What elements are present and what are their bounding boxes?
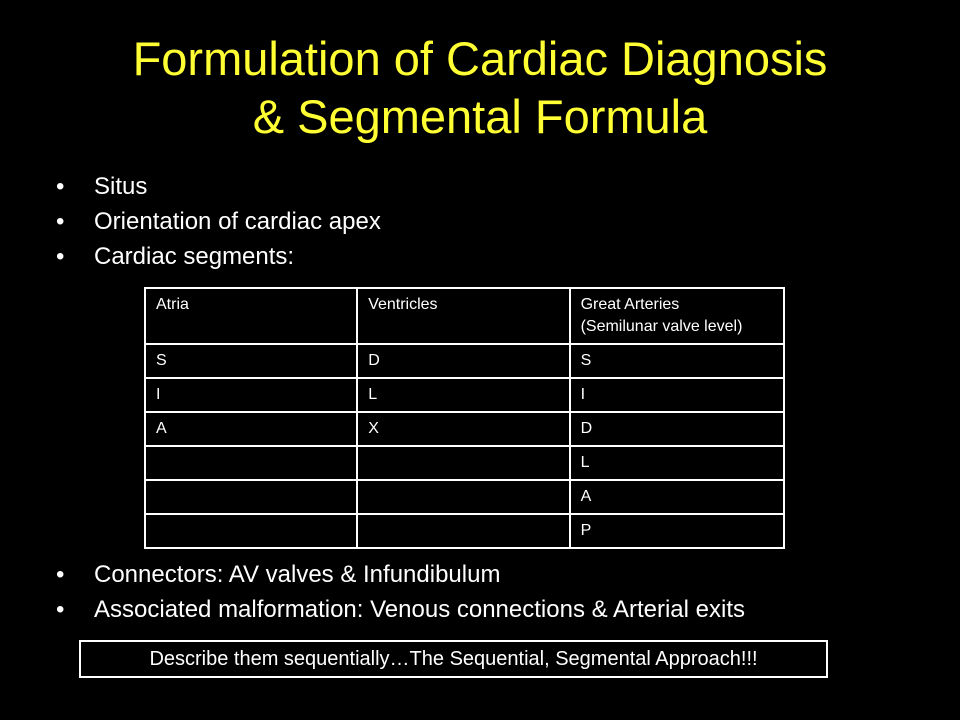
header-great-arteries [570, 288, 784, 344]
segments-table [144, 287, 785, 549]
cell-ventricles: D [357, 344, 569, 378]
bullet-icon: • [56, 173, 65, 200]
header-atria: Atria [145, 288, 357, 344]
header-ventricles: Ventricles [357, 288, 569, 344]
bullet-icon: • [56, 208, 65, 235]
cell-atria: I [145, 378, 357, 412]
top-bullet-list [56, 169, 381, 274]
table-row [145, 378, 784, 412]
cell-ventricles [357, 480, 569, 514]
bullet-icon: • [56, 243, 65, 270]
cell-great-arteries: S [570, 344, 784, 378]
slide-title-line-2: & Segmental Formula [252, 90, 708, 143]
cell-great-arteries: P [570, 514, 784, 548]
cell-ventricles: L [357, 378, 569, 412]
table-row [145, 412, 784, 446]
header-great-arteries-sublabel: (Semilunar valve level) [580, 318, 743, 335]
cell-great-arteries: A [570, 480, 784, 514]
cell-ventricles: X [357, 412, 569, 446]
table-header-row [145, 288, 784, 344]
bullet-icon: • [56, 596, 65, 623]
cell-ventricles [357, 446, 569, 480]
cell-great-arteries: I [570, 378, 784, 412]
cell-atria [145, 514, 357, 548]
slide-title-line-1: Formulation of Cardiac Diagnosis [132, 32, 828, 85]
bottom-bullet-list [56, 557, 745, 627]
cell-atria: A [145, 412, 357, 446]
cell-atria [145, 480, 357, 514]
table-row [145, 446, 784, 480]
bullet-text: Associated malformation: Venous connections & Arterial exits [94, 596, 745, 623]
cell-ventricles [357, 514, 569, 548]
bullet-text: Connectors: AV valves & Infundibulum [94, 561, 501, 588]
bullet-item-cardiac-segments [56, 239, 381, 274]
summary-note-box: Describe them sequentially…The Sequential, Segmental Approach!!! [79, 640, 828, 678]
table-row [145, 514, 784, 548]
cell-great-arteries: D [570, 412, 784, 446]
header-great-arteries-label: Great Arteries [580, 296, 680, 313]
cell-atria [145, 446, 357, 480]
bullet-item-situs [56, 169, 381, 204]
bullet-item-orientation [56, 204, 381, 239]
bullet-text: Cardiac segments: [94, 243, 295, 270]
table-row [145, 344, 784, 378]
table-row [145, 480, 784, 514]
cell-great-arteries: L [570, 446, 784, 480]
bullet-text: Orientation of cardiac apex [94, 208, 381, 235]
bullet-icon: • [56, 561, 65, 588]
cell-atria: S [145, 344, 357, 378]
bullet-item-associated-malformation [56, 592, 745, 627]
bullet-item-connectors [56, 557, 745, 592]
bullet-text: Situs [94, 173, 148, 200]
slide-title [0, 30, 960, 146]
